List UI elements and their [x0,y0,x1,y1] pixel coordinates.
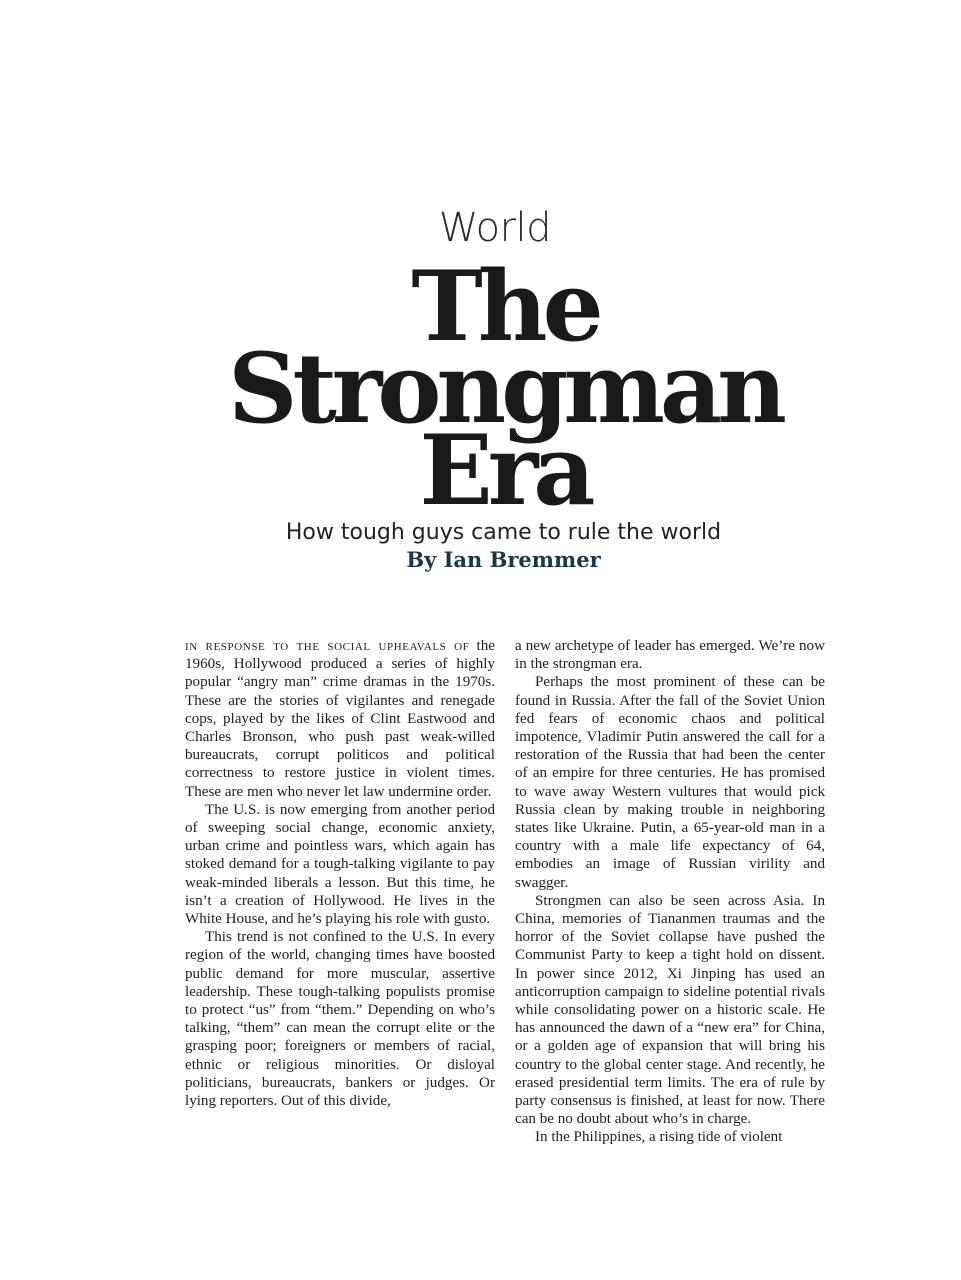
section-label: World [438,205,552,251]
subheadline: How tough guys came to rule the world [285,520,722,545]
headline [0,250,961,527]
body-paragraph: Perhaps the most prominent of these can be found in Russia. After the fall of the Soviet Union fed fears of economic chaos and political impotence, Vladimir Putin answered the call for a restoration of the Russia that had been the center of an empire for three centuries. He has promised to wave away Western vultures that would pick Russia clean by making trouble in neighboring states like Ukraine. Putin, a 65-year-old man in a country with a male life expectancy of 64, embodies an image of Russian virility and swagger. [515,674,825,891]
article-column-right [515,637,825,1147]
continued-paragraph: a new archetype of leader has emerged. We’re now in the strongman era. [515,638,825,673]
lead-paragraph [185,637,495,801]
headline-line-3: Era [419,414,591,527]
headline-line-2: Strongman [228,332,782,445]
body-paragraph: The U.S. is now emerging from another period of sweeping social change, economic anxiety, urban crime and pointless wars, which again has stoked demand for a tough-talking vigilante to pay weak-minded liberals a lesson. But this time, he isn’t a creation of Hollywood. He lives in the White House, and he’s playing his role with gusto. [185,801,495,928]
lead-paragraph-text: the 1960s, Hollywood produced a series of highly popular “angry man” crime dramas in the 1970s. These are the stories of vigilantes and renegade cops, played by the likes of Clint Eastwood and Charles Bronson, who push past weak-willed bureaucrats, corrupt politicos and political correctness to restore justice in violent times. These are men who never let law undermine order. [185,638,495,800]
lead-in-smallcaps: in response to the social upheavals of [185,638,470,654]
byline: By Ian Bremmer [406,547,601,572]
body-paragraph: Strongmen can also be seen across Asia. In China, memories of Tiananmen traumas and the horror of the Soviet collapse have pushed the Communist Party to keep a tight hold on dissent. In power since 2012, Xi Jinping has used an anticorruption campaign to sideline potential rivals while consolidating power on a historic scale. He has announced the dawn of a “new era” for China, or a golden age of expansion that will bring his country to the global center stage. And recently, he erased presidential term limits. The era of rule by party consensus is finished, at least for now. There can be no doubt about who’s in charge. [515,892,825,1128]
body-paragraph: This trend is not confined to the U.S. In every region of the world, changing times have boosted public demand for more muscular, assertive leadership. These tough-talking populists promise to protect “us” from “them.” Depending on who’s talking, “them” can mean the corrupt elite or the grasping poor; foreigners or members of racial, ethnic or religious minorities. Or disloyal politicians, bureaucrats, bankers or judges. Or lying reporters. Out of this divide, [185,929,495,1110]
headline-line-1: The [411,250,599,363]
body-paragraph: In the Philippines, a rising tide of violent [535,1129,783,1146]
article-column-left [185,637,495,1110]
